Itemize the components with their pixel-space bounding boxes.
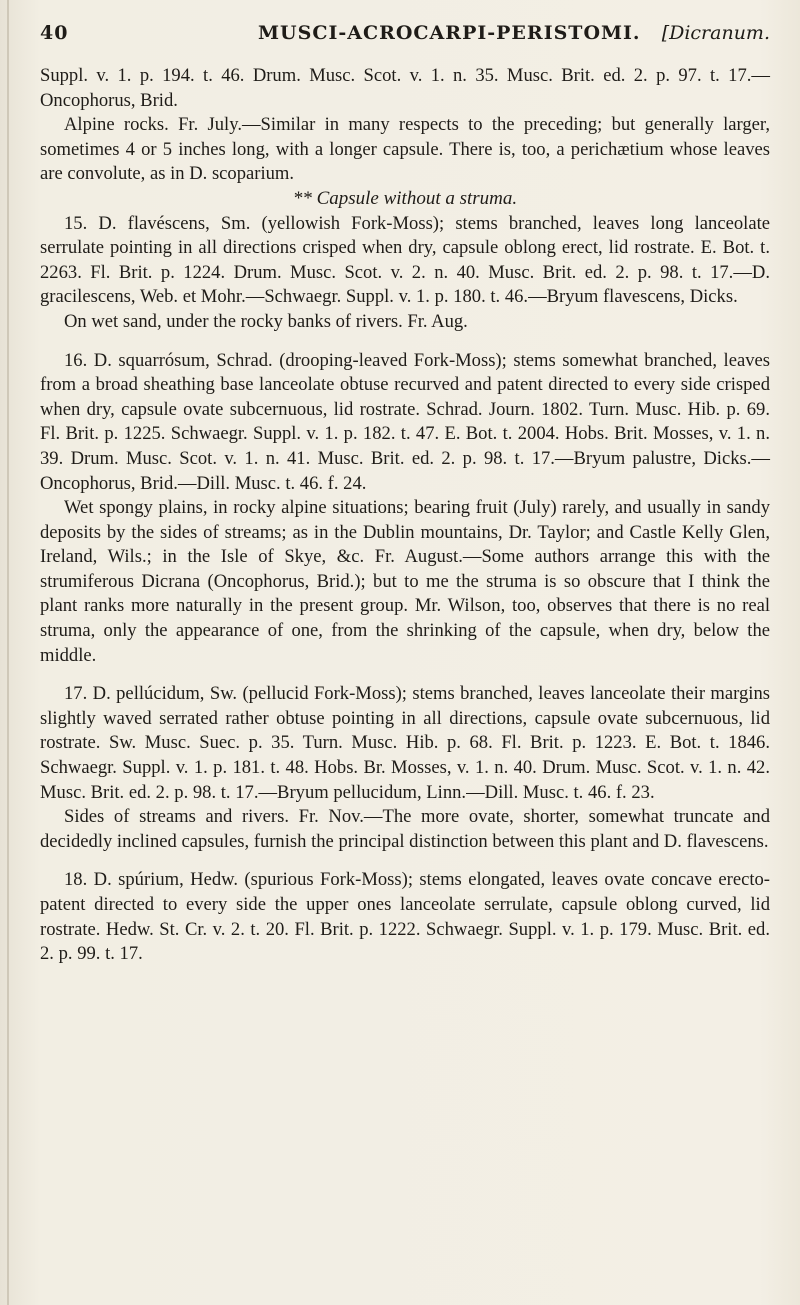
species-17-description: 17. D. pellúcidum, Sw. (pellucid Fork-Moss); stems branched, leaves lanceolate their margins slightly waved serrated rather obtuse pointing in all directions, capsule ovate subcernuous, lid rostrate. Sw. Musc. Suec. p. 35. Turn. Musc. Hib. p. 68. Fl. Brit. p. 1223. E. Bot. t. 1846. Schwaegr. Suppl. v. 1. p. 181. t. 48. Hobs. Br. Mosses, v. 1. n. 40. Drum. Musc. Scot. v. 1. n. 42. Musc. Brit. ed. 2. p. 98. t. 17.—Bryum pellucidum, Linn.—Dill. Musc. t. 46. f. 23. bbox=[40, 683, 770, 803]
species-16-habitat: Wet spongy plains, in rocky alpine situations; bearing fruit (July) rarely, and usually in sandy deposits by the sides of streams; as in the Dublin mountains, Dr. Taylor; and Castle Kelly Glen, Ireland, Wils.; in the Isle of Skye, &c. Fr. August.—Some authors arrange this with the strumiferous Dicrana (Oncophorus, Brid.); but to me the struma is so obscure that I think the plant ranks more naturally in the present group. Mr. Wilson, too, observes that there is no real struma, only the appearance of one, from the shrinking of the capsule, when dry, below the middle. bbox=[40, 497, 770, 666]
running-header bbox=[40, 22, 770, 52]
species-15-habitat: On wet sand, under the rocky banks of rivers. Fr. Aug. bbox=[64, 310, 468, 332]
running-title: MUSCI-ACROCARPI-PERISTOMI. bbox=[258, 22, 641, 44]
section-heading: ** Capsule without a struma. bbox=[292, 187, 518, 209]
page-number: 40 bbox=[40, 22, 69, 44]
intro-habitat: Alpine rocks. Fr. July.—Similar in many respects to the preceding; but generally larger, sometimes 4 or 5 inches long, with a longer capsule. There is, too, a perichætium whose leaves are convolute, as in D. scoparium. bbox=[40, 114, 770, 185]
species-18-description: 18. D. spúrium, Hedw. (spurious Fork-Moss); stems elongated, leaves ovate concave erecto-patent directed to every side the upper ones lanceolate serrulate, capsule oblong curved, lid rostrate. Hedw. St. Cr. v. 2. t. 20. Fl. Brit. p. 1222. Schwaegr. Suppl. v. 1. p. 179. Musc. Brit. ed. 2. p. 99. t. 17. bbox=[40, 869, 770, 965]
page-edge bbox=[7, 0, 9, 1305]
species-15-description: 15. D. flavéscens, Sm. (yellowish Fork-Moss); stems branched, leaves long lanceolate serrulate pointing in all directions crisped when dry, capsule oblong erect, lid rostrate. E. Bot. t. 2263. Fl. Brit. p. 1224. Drum. Musc. Scot. v. 2. n. 40. Musc. Brit. ed. 2. p. 98. t. 17.—D. gracilescens, Web. et Mohr.—Schwaegr. Suppl. v. 1. p. 180. t. 46.—Bryum flavescens, Dicks. bbox=[40, 212, 770, 308]
genus-label: [Dicranum. bbox=[661, 22, 770, 44]
species-16-description: 16. D. squarrósum, Schrad. (drooping-leaved Fork-Moss); stems somewhat branched, leaves from a broad sheathing base lanceolate obtuse recurved and patent directed to every side crisped when dry, capsule ovate subcernuous, lid rostrate. Schrad. Journ. 1802. Turn. Musc. Hib. p. 69. Fl. Brit. p. 1225. Schwaegr. Suppl. v. 1. p. 182. t. 47. E. Bot. t. 2004. Hobs. Brit. Mosses, v. 1. n. 39. Drum. Musc. Scot. v. 1. n. 41. Musc. Brit. ed. 2. p. 98. t. 17.—Bryum palustre, Dicks.—Oncophorus, Brid.—Dill. Musc. t. 46. f. 24. bbox=[40, 349, 770, 494]
page-body bbox=[40, 64, 770, 967]
intro-citation: Suppl. v. 1. p. 194. t. 46. Drum. Musc. Scot. v. 1. n. 35. Musc. Brit. ed. 2. p. 97. t. 17.—Oncophorus, Brid. bbox=[40, 65, 770, 111]
species-17-habitat: Sides of streams and rivers. Fr. Nov.—The more ovate, shorter, somewhat truncate and decidedly inclined capsules, furnish the principal distinction between this plant and D. flavescens. bbox=[40, 806, 770, 852]
